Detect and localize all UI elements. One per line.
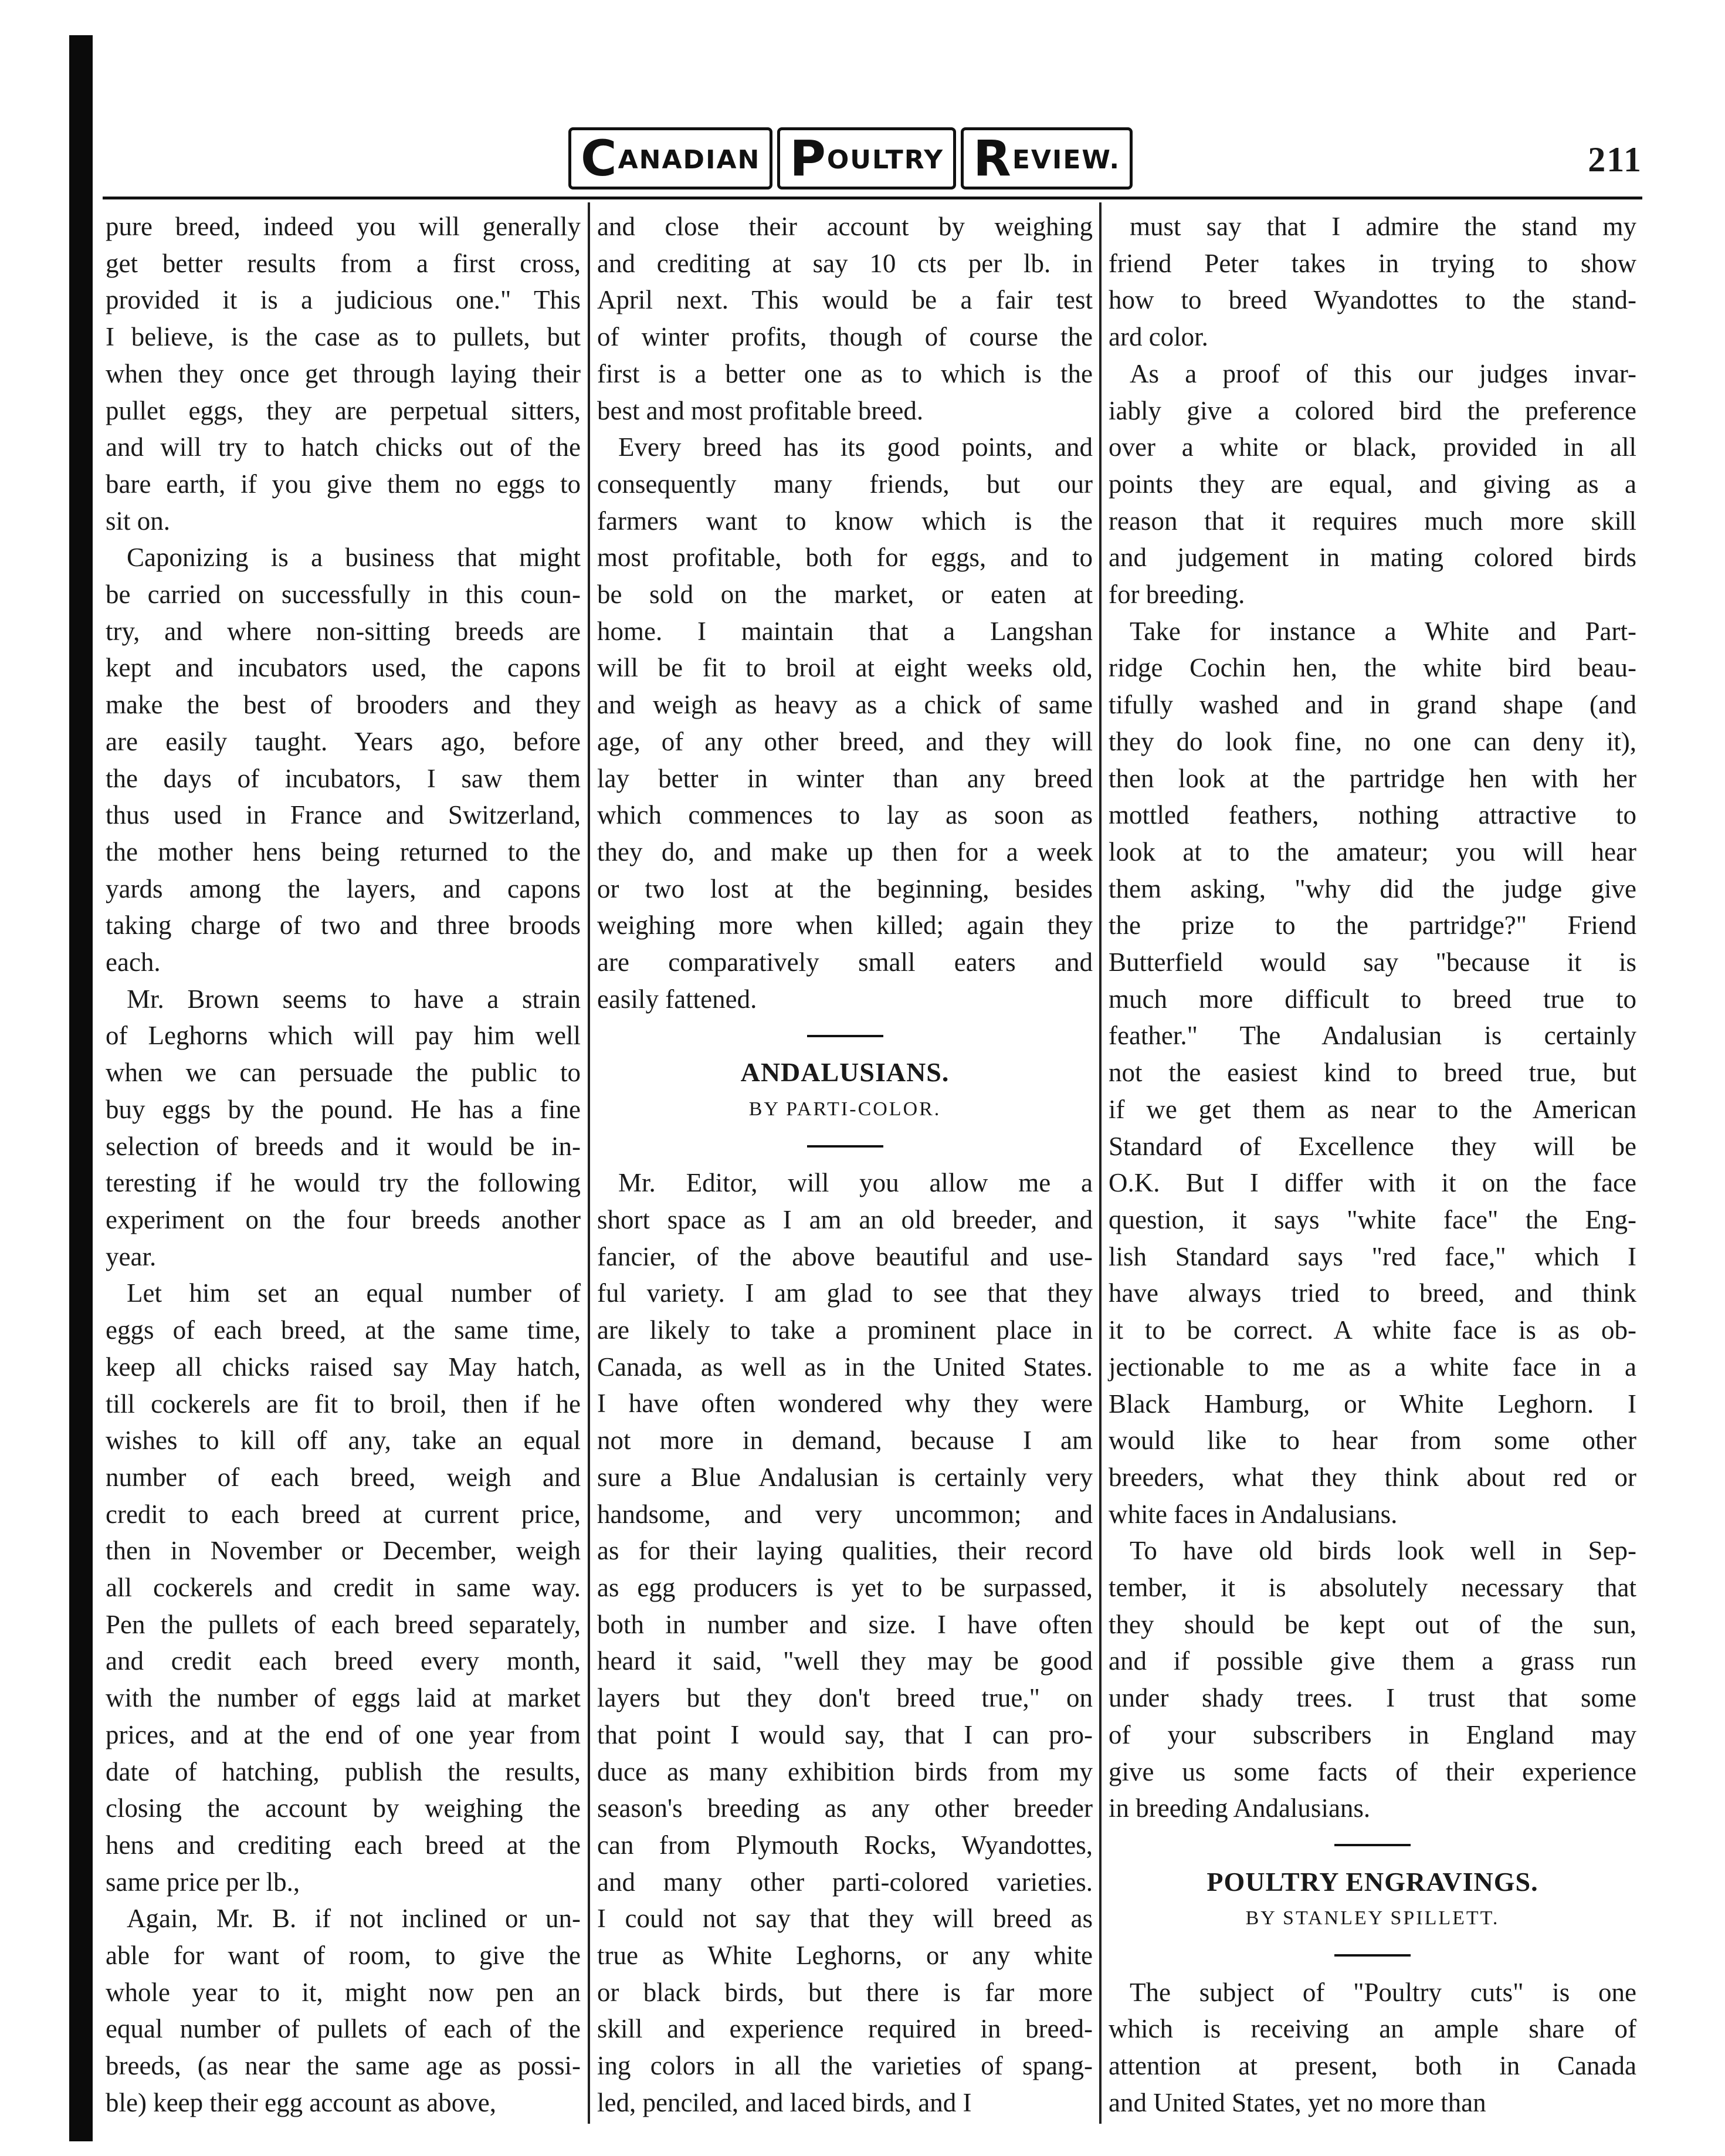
paragraph xyxy=(597,429,1093,1017)
text-line: try, and where non-sitting breeds are xyxy=(106,616,581,646)
text-line: they do look fine, no one can deny it), xyxy=(1109,726,1636,756)
text-line: and close their account by weighing xyxy=(597,212,1093,241)
text-line: consequently many friends, but our xyxy=(597,469,1093,499)
text-line: if we get them as near to the American xyxy=(1109,1094,1636,1124)
text-line: taking charge of two and three broods xyxy=(106,911,581,940)
text-line: short space as I am an old breeder, and xyxy=(597,1204,1093,1234)
paragraph xyxy=(1109,208,1636,356)
text-line: it to be correct. A white face is as ob- xyxy=(1109,1315,1636,1345)
text-line: closing the account by weighing the xyxy=(106,1793,581,1823)
text-line: date of hatching, publish the results, xyxy=(106,1756,581,1786)
text-line: teresting if he would try the following xyxy=(106,1168,581,1198)
text-line: bare earth, if you give them no eggs to xyxy=(106,469,581,499)
text-line: under shady trees. I trust that some xyxy=(1109,1683,1636,1713)
text-line: as egg producers is yet to be surpassed, xyxy=(597,1572,1093,1602)
paragraph xyxy=(106,208,581,539)
text-line: the days of incubators, I saw them xyxy=(106,763,581,793)
text-line: hens and crediting each breed at the xyxy=(106,1830,581,1860)
text-line: layers but they don't breed true," on xyxy=(597,1683,1093,1713)
section-rule-line xyxy=(807,1145,883,1148)
text-line: or black birds, but there is far more xyxy=(597,1977,1093,2007)
column-1 xyxy=(106,208,581,2121)
text-line: and will try to hatch chicks out of the xyxy=(106,432,581,462)
text-line: the mother hens being returned to the xyxy=(106,837,581,867)
text-line: attention at present, both in Canada xyxy=(1109,2051,1636,2081)
page-number: 211 xyxy=(1588,140,1642,179)
column-3 xyxy=(1109,208,1636,2121)
text-line: ing colors in all the varieties of spang- xyxy=(597,2051,1093,2081)
paragraph xyxy=(1109,1532,1636,1827)
article-heading: POULTRY ENGRAVINGS. xyxy=(1207,1866,1538,1897)
text-line: credit to each breed at current price, xyxy=(106,1499,581,1529)
article-byline: BY PARTI-COLOR. xyxy=(748,1098,941,1120)
text-line: led, penciled, and laced birds, and I xyxy=(597,2087,972,2117)
text-line: friend Peter takes in trying to show xyxy=(1109,248,1636,278)
text-line: duce as many exhibition birds from my xyxy=(597,1756,1093,1786)
section-rule xyxy=(597,1128,1093,1165)
text-line: over a white or black, provided in all xyxy=(1109,432,1636,462)
text-line: be sold on the market, or eaten at xyxy=(597,580,1093,610)
text-line: sure a Blue Andalusian is certainly very xyxy=(597,1462,1093,1492)
text-line: prices, and at the end of one year from xyxy=(106,1720,581,1749)
text-line: weighing more when killed; again they xyxy=(597,911,1093,940)
text-line: look at to the amateur; you will hear xyxy=(1109,837,1636,867)
paragraph xyxy=(1109,613,1636,1533)
text-line: that point I would say, that I can pro- xyxy=(597,1720,1093,1749)
text-line: Every breed has its good points, and xyxy=(618,432,1093,462)
text-line: pullet eggs, they are perpetual sitters, xyxy=(106,395,581,425)
text-line: then in November or December, weigh xyxy=(106,1536,581,1566)
text-line: age, of any other breed, and they will xyxy=(597,726,1093,756)
text-line: fancier, of the above beautiful and use- xyxy=(597,1241,1093,1271)
text-line: the prize to the partridge?" Friend xyxy=(1109,911,1636,940)
section-rule-line xyxy=(1334,1954,1411,1957)
text-line: The subject of "Poultry cuts" is one xyxy=(1130,1977,1636,2007)
text-line: all cockerels and credit in same way. xyxy=(106,1573,581,1603)
paragraph xyxy=(1109,1974,1636,2121)
text-line: number of each breed, weigh and xyxy=(106,1462,581,1492)
text-line: make the best of brooders and they xyxy=(106,690,581,720)
text-line: give us some facts of their experience xyxy=(1109,1756,1636,1786)
text-line: handsome, and very uncommon; and xyxy=(597,1499,1093,1529)
text-line: they do, and make up then for a week xyxy=(597,837,1093,867)
text-line: have always tried to breed, and think xyxy=(1109,1278,1636,1308)
text-line: get better results from a first cross, xyxy=(106,248,581,278)
text-line: in breeding Andalusians. xyxy=(1109,1793,1371,1823)
text-line: provided it is a judicious one." This xyxy=(106,285,581,315)
text-line: year. xyxy=(106,1241,157,1271)
text-line: not the easiest kind to breed true, but xyxy=(1109,1058,1636,1088)
text-line: ful variety. I am glad to see that they xyxy=(597,1278,1093,1308)
text-line: easily fattened. xyxy=(597,984,757,1014)
text-line: and many other parti-colored varieties. xyxy=(597,1867,1093,1897)
text-line: heard it said, "well they may be good xyxy=(597,1646,1093,1676)
text-line: I have often wondered why they were xyxy=(597,1389,1093,1419)
text-line: much more difficult to breed true to xyxy=(1109,984,1636,1014)
text-line: breeders, what they think about red or xyxy=(1109,1462,1636,1492)
text-line: lish Standard says "red face," which I xyxy=(1109,1241,1636,1271)
text-line: they should be kept out of the sun, xyxy=(1109,1609,1636,1639)
text-line: both in number and size. I have often xyxy=(597,1609,1093,1639)
column-2 xyxy=(597,208,1093,2121)
text-line: are likely to take a prominent place in xyxy=(597,1315,1093,1345)
text-line: them asking, "why did the judge give xyxy=(1109,874,1636,903)
masthead xyxy=(563,120,1138,197)
text-line: would like to hear from some other xyxy=(1109,1426,1636,1456)
text-line: farmers want to know which is the xyxy=(597,506,1093,536)
page-binding-edge xyxy=(69,35,93,2141)
text-line: ridge Cochin hen, the white bird beau- xyxy=(1109,653,1636,683)
text-line: each. xyxy=(106,947,161,977)
publication-title xyxy=(566,127,1135,189)
text-line: skill and experience required in breed- xyxy=(597,2014,1093,2044)
text-line: first is a better one as to which is the xyxy=(597,358,1093,388)
text-line: Butterfield would say "because it is xyxy=(1109,947,1636,977)
text-line: and United States, yet no more than xyxy=(1109,2087,1486,2117)
text-line: April next. This would be a fair test xyxy=(597,285,1093,315)
title-word-canadian: CANADIAN xyxy=(568,127,772,189)
text-line: jectionable to me as a white face in a xyxy=(1109,1352,1636,1382)
text-line: pure breed, indeed you will generally xyxy=(106,212,581,241)
article-byline: BY STANLEY SPILLETT. xyxy=(1245,1907,1500,1930)
text-line: not more in demand, because I am xyxy=(597,1426,1093,1456)
column-divider xyxy=(588,202,590,2124)
text-line: mottled feathers, nothing attractive to xyxy=(1109,800,1636,830)
text-line: till cockerels are fit to broil, then if he xyxy=(106,1389,581,1419)
text-line: are comparatively small eaters and xyxy=(597,947,1093,977)
text-line: able for want of room, to give the xyxy=(106,1941,581,1971)
section-rule xyxy=(597,1017,1093,1054)
text-line: selection of breeds and it would be in- xyxy=(106,1131,581,1161)
paragraph xyxy=(106,539,581,980)
text-line: As a proof of this our judges invar- xyxy=(1130,358,1636,388)
text-line: buy eggs by the pound. He has a fine xyxy=(106,1094,581,1124)
section-rule xyxy=(1109,1937,1636,1974)
text-line: iably give a colored bird the preference xyxy=(1109,395,1636,425)
text-line: then look at the partridge hen with her xyxy=(1109,763,1636,793)
text-line: for breeding. xyxy=(1109,580,1245,610)
text-line: as for their laying qualities, their record xyxy=(597,1536,1093,1566)
text-line: Black Hamburg, or White Leghorn. I xyxy=(1109,1389,1636,1419)
paragraph xyxy=(106,1900,581,2121)
text-line: are easily taught. Years ago, before xyxy=(106,726,581,756)
text-line: of winter profits, though of course the xyxy=(597,322,1093,352)
paragraph xyxy=(106,1275,581,1900)
text-line: Again, Mr. B. if not inclined or un- xyxy=(127,1904,581,1934)
text-line: points they are equal, and giving as a xyxy=(1109,469,1636,499)
text-line: and judgement in mating colored birds xyxy=(1109,543,1636,573)
text-line: which commences to lay as soon as xyxy=(597,800,1093,830)
text-line: of your subscribers in England may xyxy=(1109,1720,1636,1749)
text-line: will be fit to broil at eight weeks old, xyxy=(597,653,1093,683)
section-rule-line xyxy=(807,1035,883,1037)
text-line: experiment on the four breeds another xyxy=(106,1204,581,1234)
text-line: and crediting at say 10 cts per lb. in xyxy=(597,248,1093,278)
text-line: of Leghorns which will pay him well xyxy=(106,1021,581,1051)
text-line: which is receiving an ample share of xyxy=(1109,2014,1636,2044)
text-line: O.K. But I differ with it on the face xyxy=(1109,1168,1636,1198)
paragraph xyxy=(106,981,581,1275)
text-line: when they once get through laying their xyxy=(106,358,581,388)
text-line: sit on. xyxy=(106,506,171,536)
title-word-poultry: POULTRY xyxy=(777,127,956,189)
text-line: whole year to it, might now pen an xyxy=(106,1977,581,2007)
text-line: Pen the pullets of each breed separately, xyxy=(106,1609,581,1639)
text-line: must say that I admire the stand my xyxy=(1130,212,1636,241)
paragraph xyxy=(597,208,1093,429)
text-line: kept and incubators used, the capons xyxy=(106,653,581,683)
text-line: eggs of each breed, at the same time, xyxy=(106,1315,581,1345)
text-line: and weigh as heavy as a chick of same xyxy=(597,690,1093,720)
text-line: thus used in France and Switzerland, xyxy=(106,800,581,830)
text-line: Mr. Brown seems to have a strain xyxy=(127,984,581,1014)
text-line: Canada, as well as in the United States. xyxy=(597,1352,1093,1382)
section-rule-line xyxy=(1334,1844,1411,1846)
text-line: how to breed Wyandottes to the stand- xyxy=(1109,285,1636,315)
text-line: I could not say that they will breed as xyxy=(597,1904,1093,1934)
text-line: yards among the layers, and capons xyxy=(106,874,581,903)
title-word-review: REVIEW. xyxy=(961,127,1133,189)
text-line: true as White Leghorns, or any white xyxy=(597,1941,1093,1971)
text-line: or two lost at the beginning, besides xyxy=(597,874,1093,903)
text-line: Mr. Editor, will you allow me a xyxy=(618,1168,1093,1198)
header-rule xyxy=(103,197,1642,199)
text-line: when we can persuade the public to xyxy=(106,1058,581,1088)
text-line: breeds, (as near the same age as possi- xyxy=(106,2051,581,2081)
paragraph xyxy=(597,1165,1093,2121)
text-line: Standard of Excellence they will be xyxy=(1109,1131,1636,1161)
text-line: best and most profitable breed. xyxy=(597,395,924,425)
text-line: white faces in Andalusians. xyxy=(1109,1499,1398,1529)
text-line: tember, it is absolutely necessary that xyxy=(1109,1573,1636,1603)
article-heading: ANDALUSIANS. xyxy=(740,1057,950,1088)
text-line: home. I maintain that a Langshan xyxy=(597,616,1093,646)
text-line: and credit each breed every month, xyxy=(106,1646,581,1676)
text-line: To have old birds look well in Sep- xyxy=(1130,1536,1636,1566)
text-line: and if possible give them a grass run xyxy=(1109,1646,1636,1676)
paragraph xyxy=(1109,356,1636,613)
text-line: season's breeding as any other breeder xyxy=(597,1793,1093,1823)
text-line: equal number of pullets of each of the xyxy=(106,2014,581,2044)
text-line: tifully washed and in grand shape (and xyxy=(1109,690,1636,720)
text-line: reason that it requires much more skill xyxy=(1109,506,1636,536)
text-line: be carried on successfully in this coun- xyxy=(106,580,581,610)
text-line: question, it says "white face" the Eng- xyxy=(1109,1204,1636,1234)
text-line: I believe, is the case as to pullets, but xyxy=(106,322,581,352)
text-line: Caponizing is a business that might xyxy=(127,543,581,573)
text-line: most profitable, both for eggs, and to xyxy=(597,543,1093,573)
text-line: can from Plymouth Rocks, Wyandottes, xyxy=(597,1830,1093,1860)
text-line: Let him set an equal number of xyxy=(127,1278,581,1308)
text-line: wishes to kill off any, take an equal xyxy=(106,1426,581,1456)
text-line: same price per lb., xyxy=(106,1867,300,1897)
text-line: feather." The Andalusian is certainly xyxy=(1109,1021,1636,1051)
text-line: ard color. xyxy=(1109,322,1208,352)
section-rule xyxy=(1109,1827,1636,1864)
text-line: with the number of eggs laid at market xyxy=(106,1683,581,1713)
text-line: keep all chicks raised say May hatch, xyxy=(106,1352,581,1382)
text-line: Take for instance a White and Part- xyxy=(1130,616,1636,646)
text-line: ble) keep their egg account as above, xyxy=(106,2087,496,2117)
column-divider xyxy=(1099,202,1102,2124)
text-line: lay better in winter than any breed xyxy=(597,763,1093,793)
